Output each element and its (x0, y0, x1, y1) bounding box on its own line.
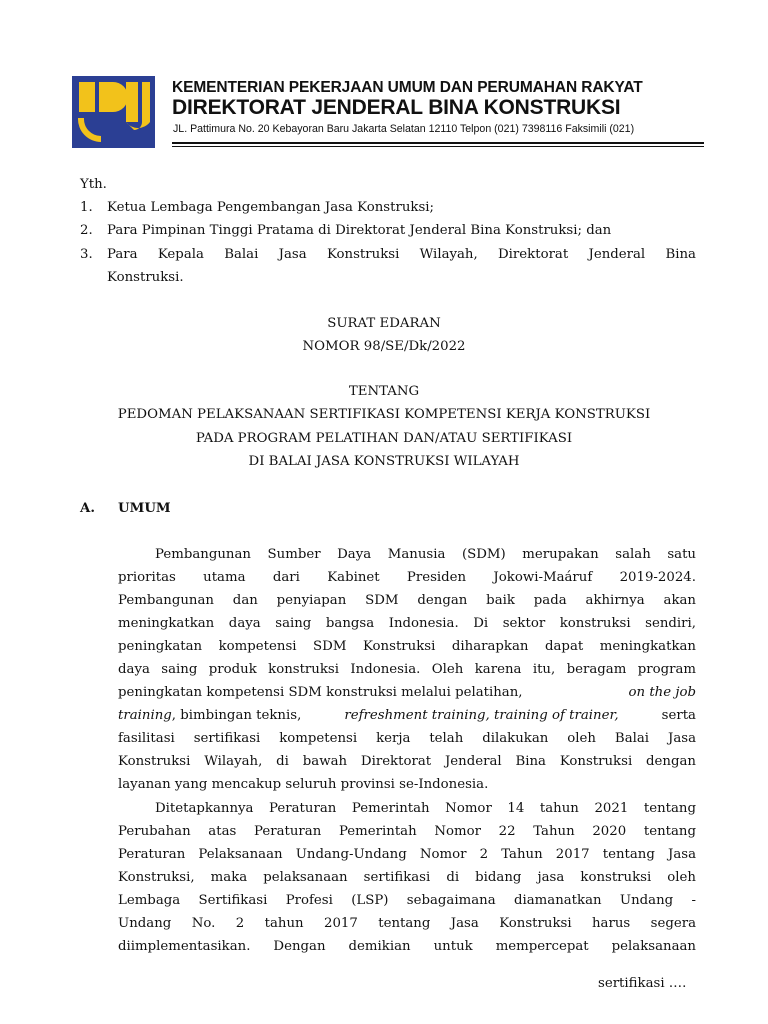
addressee-number: 1. (80, 200, 93, 215)
paragraph-line: Perubahan atas Peraturan Pemerintah Nomor 22 Tahun 2020 tentang (118, 824, 696, 839)
addressee-number: 2. (80, 223, 93, 238)
paragraph-text: peningkatan kompetensi SDM konstruksi melalui pelatihan, (118, 685, 523, 700)
paragraph-line: peningkatan kompetensi SDM Konstruksi diharapkan dapat meningkatkan (118, 639, 696, 654)
document-number: NOMOR 98/SE/Dk/2022 (302, 339, 466, 354)
addressee-item-continued: Konstruksi. (107, 270, 184, 285)
ministry-name: KEMENTERIAN PEKERJAAN UMUM DAN PERUMAHAN RAKYAT (172, 79, 643, 96)
addressee-item: Para Kepala Balai Jasa Konstruksi Wilayah, Direktorat Jenderal Bina (107, 247, 696, 262)
salutation: Yth. (80, 177, 107, 192)
page-continuation: sertifikasi …. (598, 976, 687, 991)
paragraph-line: prioritas utama dari Kabinet Presiden Jokowi-Maáruf 2019-2024. (118, 570, 696, 585)
paragraph-italic-term: refreshment training, training of trainer, (344, 708, 619, 723)
pu-logo-icon (72, 76, 155, 148)
paragraph-italic-term: on the job (628, 685, 696, 700)
paragraph-text-group (118, 704, 301, 727)
paragraph-line: layanan yang mencakup seluruh provinsi se-Indonesia. (118, 777, 489, 792)
section-heading: UMUM (118, 501, 171, 516)
subject-line: PEDOMAN PELAKSANAAN SERTIFIKASI KOMPETENSI KERJA KONSTRUKSI (117, 407, 651, 422)
paragraph-italic-term: training (118, 708, 172, 723)
subject-line: DI BALAI JASA KONSTRUKSI WILAYAH (248, 454, 520, 469)
subject-line: PADA PROGRAM PELATIHAN DAN/ATAU SERTIFIKASI (195, 431, 573, 446)
letterhead-address: JL. Pattimura No. 20 Kebayoran Baru Jakarta Selatan 12110 Telpon (021) 7398116 Faksimili (021) (173, 123, 635, 135)
paragraph-line: daya saing produk konstruksi Indonesia. Oleh karena itu, beragam program (118, 662, 696, 677)
paragraph-line: diimplementasikan. Dengan demikian untuk mempercepat pelaksanaan (118, 939, 696, 954)
paragraph-line: Lembaga Sertifikasi Profesi (LSP) sebagaimana diamanatkan Undang - (118, 893, 696, 908)
pu-logo (72, 76, 155, 148)
letterhead-rule-thin (172, 146, 704, 147)
about-label: TENTANG (348, 384, 420, 399)
directorate-name: DIREKTORAT JENDERAL BINA KONSTRUKSI (172, 96, 621, 119)
addressee-item: Ketua Lembaga Pengembangan Jasa Konstruksi; (107, 200, 435, 215)
addressee-item: Para Pimpinan Tinggi Pratama di Direktorat Jenderal Bina Konstruksi; dan (107, 223, 612, 238)
paragraph-line: Peraturan Pelaksanaan Undang-Undang Nomor 2 Tahun 2017 tentang Jasa (118, 847, 696, 862)
paragraph-line: Ditetapkannya Peraturan Pemerintah Nomor 14 tahun 2021 tentang (155, 801, 696, 816)
paragraph-line (118, 681, 696, 704)
paragraph-line: fasilitasi sertifikasi kompetensi kerja telah dilakukan oleh Balai Jasa (118, 731, 696, 746)
paragraph-line: meningkatkan daya saing bangsa Indonesia. Di sektor konstruksi sendiri, (118, 616, 696, 631)
paragraph-line: Undang No. 2 tahun 2017 tentang Jasa Konstruksi harus segera (118, 916, 696, 931)
paragraph-text: serta (661, 708, 696, 723)
section-letter: A. (80, 501, 95, 516)
letterhead-rule-thick (172, 142, 704, 144)
paragraph-text: , bimbingan teknis, (171, 708, 302, 723)
paragraph-line: Konstruksi Wilayah, di bawah Direktorat Jenderal Bina Konstruksi dengan (118, 754, 696, 769)
paragraph-line (118, 704, 696, 727)
addressee-number: 3. (80, 247, 93, 262)
paragraph-line: Pembangunan dan penyiapan SDM dengan baik pada akhirnya akan (118, 593, 696, 608)
paragraph-line: Pembangunan Sumber Daya Manusia (SDM) merupakan salah satu (155, 547, 696, 562)
paragraph-line: Konstruksi, maka pelaksanaan sertifikasi di bidang jasa konstruksi oleh (118, 870, 696, 885)
document-type: SURAT EDARAN (327, 316, 441, 331)
